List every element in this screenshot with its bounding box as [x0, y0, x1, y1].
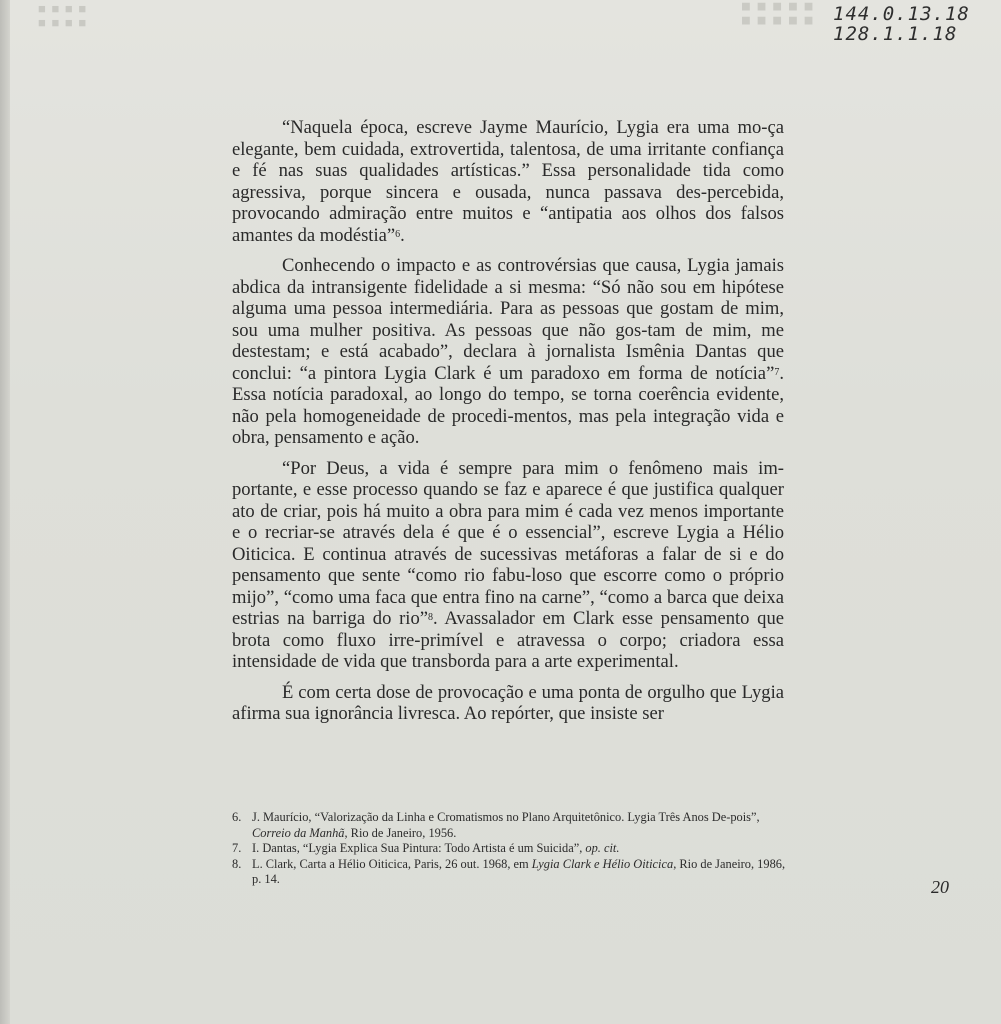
footnote-8: 8. L. Clark, Carta a Hélio Oiticica, Paris, 26 out. 1968, em Lygia Clark e Hélio Oiticica, Rio de Janeiro, 1986, p. 14.: [232, 856, 786, 886]
footnote-ref-7: 7: [774, 366, 780, 378]
bleed-through-left: ■ ■ ■ ■ ■ ■ ■ ■: [38, 1, 88, 30]
page-number: 20: [931, 877, 949, 897]
archive-code: [833, 4, 970, 44]
footnote-6: 6. J. Maurício, “Valorização da Linha e Cromatismos no Plano Arquitetônico. Lygia Três Anos De-pois”, Correio da Manhã, Rio de Janeiro, 1956.: [232, 810, 760, 840]
footnote-7: 7. I. Dantas, “Lygia Explica Sua Pintura: Todo Artista é um Suicida”, op. cit.: [232, 841, 620, 855]
body-text: [232, 117, 784, 725]
footnote-ref-6: 6: [395, 228, 401, 240]
footnote-ref-8: 8: [428, 612, 433, 623]
bleed-through-right: ■ ■ ■ ■ ■ ■ ■ ■ ■ ■: [742, 0, 813, 28]
archive-code-line-2: 128.1.1.18: [833, 23, 958, 45]
paragraph-1: “Naquela época, escreve Jayme Maurício, Lygia era uma mo-ça elegante, bem cuidada, extrovertida, talentosa, de uma irritante confiança e fé nas suas qualidades artísticas.” Essa personalidade tida como agressiva, porque sincera e ousada, nunca passava des-percebida, provocando admiração entre muitos e “antipatia aos olhos dos falsos amantes da modéstia”$^6$.: [232, 117, 785, 246]
footnotes: [232, 810, 792, 888]
archive-code-line-1: 144.0.13.18: [833, 3, 970, 25]
page-left-edge: [0, 0, 10, 1024]
paragraph-4: É com certa dose de provocação e uma ponta de orgulho que Lygia afirma sua ignorância livresca. Ao repórter, que insiste ser: [232, 681, 784, 724]
paragraph-2: Conhecendo o impacto e as controvérsias que causa, Lygia jamais abdica da intransigente fidelidade a si mesma: “Só não sou em hipótese alguma uma pessoa intermediária. Para as pessoas que gostam de mim, sou uma mulher positiva. As pessoas que não gos-tam de mim, me destestam; e está acabado”, declara à jornalista Ismênia Dantas que conclui: “a pintora Lygia Clark é um paradoxo em forma de notícia”$^7$. Essa notícia paradoxal, ao longo do tempo, se torna coerência evidente, não pela homogeneidade de procedi-mentos, mas pela integração vida e obra, pensamento e ação.: [232, 255, 785, 448]
paragraph-3: “Por Deus, a vida é sempre para mim o fenômeno mais im-portante, e esse processo quando se faz e aparece é que justifica qualquer ato de criar, pois há muito a obra para mim é cada vez menos importante e o recriar-se através dela é que é o essencial”, escreve Lygia a Hélio Oiticica. E continua através de sucessivas metáforas a falar de si e do pensamento que sente “como rio fabu-loso que escorre como o próprio mijo”, “como uma faca que entra fino na carne”, “como a barca que deixa estrias na barriga do rio”$^8$. Avassalador em Clark esse pensamento que brota como fluxo irre-primível e atravessa o corpo; criadora essa intensidade de vida que transborda para a arte experimental.: [232, 457, 785, 672]
